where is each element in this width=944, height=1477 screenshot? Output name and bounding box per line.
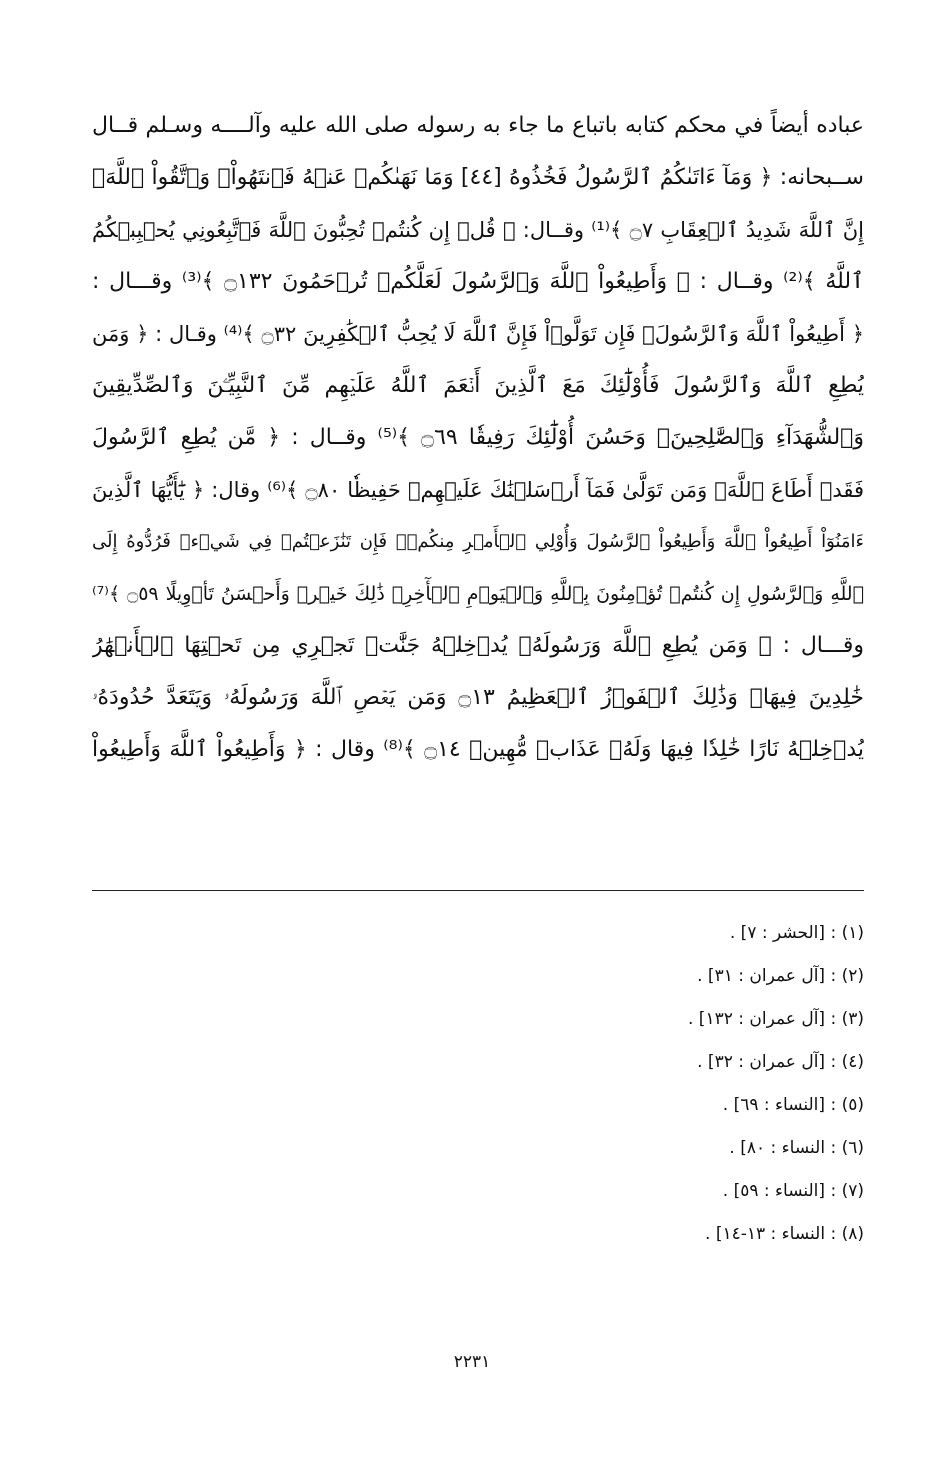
text-line: ســبحانه: ﴿ وَمَآ ءَاتَىٰكُمُ ٱلرَّسُولُ فَخُذُوهُ [٤٤] وَمَا نَهَىٰكُمۡ عَنۡهُ فَٱنتَهُواْۚ وَٱتَّقُواْ ٱللَّهَۖ [92, 165, 864, 190]
text-line: ٱللَّهِ وَٱلرَّسُولِ إِن كُنتُمۡ تُؤۡمِنُونَ بِٱللَّهِ وَٱلۡيَوۡمِ ٱلۡأٓخِرِۚ ذَٰلِكَ خَيۡرٞ وَأَحۡسَنُ تَأۡوِيلًا ۝٥٩ ﴾⁽⁷⁾ [92, 583, 864, 605]
page-number: ٢٢٣١ [453, 1352, 491, 1372]
text-line: عباده أيضاً في محكم كتابه باتباع ما جاء به رسوله صلى الله عليه وآلــــه وسـلم قــال [92, 113, 864, 138]
footnote: (١) : [الحشر : ٧] . [729, 923, 864, 943]
text-line: ٱللَّهُ ﴾⁽²⁾ وقــال : ﴿ وَأَطِيعُواْ ٱللَّهَ وَٱلرَّسُولَ لَعَلَّكُمۡ تُرۡحَمُونَ ۝١٣٢ ﴾⁽³⁾ وقـــال : [92, 269, 864, 294]
footnote: (٨) : النساء : ١٣-١٤] . [705, 1224, 864, 1244]
footnotes [464, 912, 864, 1256]
text-line: ﴿ أَطِيعُواْ ٱللَّهَ وَٱلرَّسُولَۖ فَإِن تَوَلَّوۡاْ فَإِنَّ ٱللَّهَ لَا يُحِبُّ ٱلۡكَٰفِرِينَ ۝٣٢ ﴾⁽⁴⁾ وقـال : ﴿ وَمَن [92, 322, 864, 346]
text-line: إِنَّ ٱللَّهَ شَدِيدُ ٱلۡعِقَابِ ۝٧ ﴾⁽¹⁾ وقــال: ﴿ قُلۡ إِن كُنتُمۡ تُحِبُّونَ ٱللَّهَ فَٱتَّبِعُونِي يُحۡبِبۡكُمُ [92, 218, 864, 242]
footnote: (٧) : [النساء : ٥٩] . [722, 1181, 864, 1201]
text-line: يُدۡخِلۡهُ نَارًا خَٰلِدٗا فِيهَا وَلَهُۥ عَذَابٞ مُّهِينٞ ۝١٤ ﴾⁽⁸⁾ وقال : ﴿ وَأَطِيعُواْ ٱللَّهَ وَأَطِيعُواْ [92, 737, 864, 762]
main-text [92, 100, 864, 776]
text-line: وَٱلشُّهَدَآءِ وَٱلصَّٰلِحِينَۚ وَحَسُنَ أُوْلَٰٓئِكَ رَفِيقٗا ۝٦٩ ﴾⁽⁵⁾ وقــال : ﴿ مَّن يُطِعِ ٱلرَّسُولَ [92, 425, 864, 450]
footnote-divider [92, 890, 864, 891]
footnote: (٣) : [آل عمران : ١٣٢] . [687, 1009, 864, 1029]
footnote: (٢) : [آل عمران : ٣١] . [697, 966, 864, 986]
text-line: فَقَدۡ أَطَاعَ ٱللَّهَۖ وَمَن تَوَلَّىٰ فَمَآ أَرۡسَلۡنَٰكَ عَلَيۡهِمۡ حَفِيظٗا ۝٨٠ ﴾⁽⁶⁾ وقال: ﴿ يَٰٓأَيُّهَا ٱلَّذِينَ [92, 478, 864, 502]
text-line: خَٰلِدِينَ فِيهَاۚ وَذَٰلِكَ ٱلۡفَوۡزُ ٱلۡعَظِيمُ ۝١٣ وَمَن يَعۡصِ ٱللَّهَ وَرَسُولَهُۥ وَيَتَعَدَّ حُدُودَهُۥ [92, 685, 864, 710]
footnote: (٤) : [آل عمران : ٣٢] . [697, 1052, 864, 1072]
text-line: يُطِعِ ٱللَّهَ وَٱلرَّسُولَ فَأُوْلَٰٓئِكَ مَعَ ٱلَّذِينَ أَنۡعَمَ ٱللَّهُ عَلَيۡهِم مِّنَ ٱلنَّبِيِّـۧنَ وَٱلصِّدِّيقِينَ [92, 373, 864, 398]
text-line: ءَامَنُوٓاْ أَطِيعُواْ ٱللَّهَ وَأَطِيعُواْ ٱلرَّسُولَ وَأُوْلِي ٱلۡأَمۡرِ مِنكُمۡۖ فَإِن تَنَٰزَعۡتُمۡ فِي شَيۡءٖ فَرُدُّوهُ إِلَى [92, 531, 864, 552]
text-line: وقـــال : ﴿ وَمَن يُطِعِ ٱللَّهَ وَرَسُولَهُۥ يُدۡخِلۡهُ جَنَّٰتٖ تَجۡرِي مِن تَحۡتِهَا ٱلۡأَنۡهَٰرُ [92, 633, 864, 658]
footnote: (٥) : [النساء : ٦٩] . [722, 1095, 864, 1115]
footnote: (٦) : النساء : ٨٠] . [729, 1138, 864, 1158]
